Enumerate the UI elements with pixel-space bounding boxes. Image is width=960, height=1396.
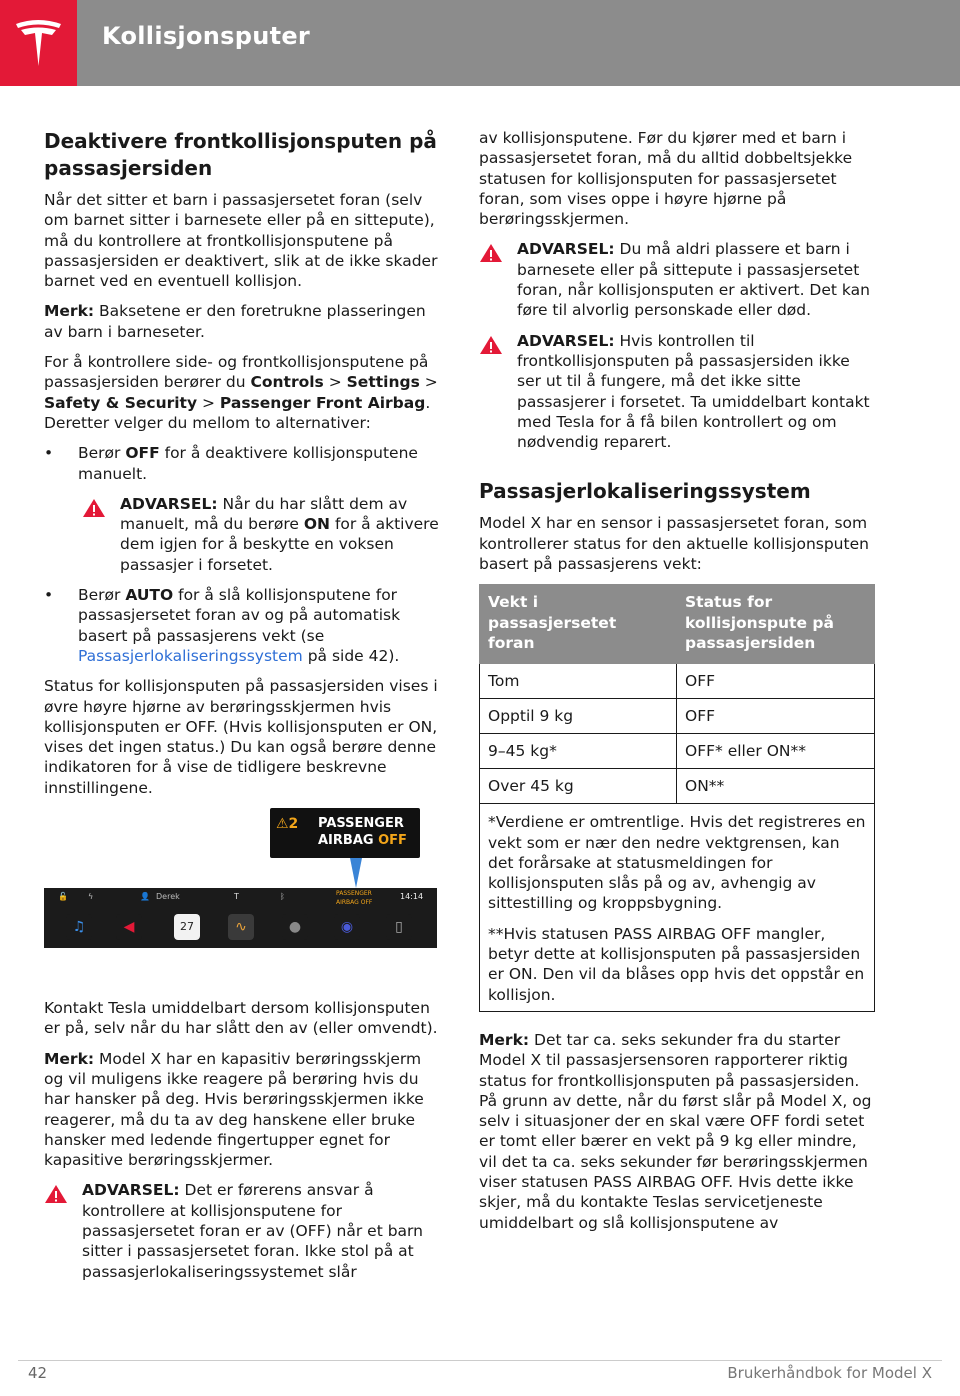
auto-label: AUTO <box>125 586 174 605</box>
warning-label: ADVARSEL: <box>82 1181 180 1200</box>
continued-paragraph: av kollisjonsputene. Før du kjører med et barn i passasjersetet foran, må du alltid dobbeltsjekke statusen for kollisjonsputen for passasjersetet foran, som vises oppe i høyre hjørne på berøringsskjermen. <box>479 129 853 229</box>
clock: 14:14 <box>400 892 424 902</box>
bullet-marker: • <box>44 444 54 463</box>
table-cell: OFF <box>677 699 875 734</box>
passenger-system-link[interactable]: Passasjerlokaliseringssystem <box>78 646 303 665</box>
navigation-icon[interactable]: ◀ <box>116 914 142 940</box>
occupant-intro: Model X har en sensor i passasjersetet foran, som kontrollerer status for den aktuelle kollisjonsputen basert på passasjerens vekt: <box>479 514 869 574</box>
status-paragraph: Status for kollisjonsputen på passasjersiden vises i øvre høyre hjørne av berøringsskjermen hvis kollisjonsputen er OFF. (Hvis kollisjonsputen er ON, vises det ingen status.) Du kan også berøre denne indikatoren for å vise de tidligere beskrevne innstillingene. <box>44 677 438 797</box>
warning-text: Når du har slått dem av manuelt, må du berøre <box>120 494 408 534</box>
table-footnote: **Hvis statusen PASS AIRBAG OFF mangler, betyr dette at kollisjonsputen på passasjersiden er ON. Den vil da blåses opp hvis det oppstår en kollisjon. <box>488 924 865 1004</box>
tesla-logo-icon <box>12 16 65 70</box>
table-notes <box>480 804 875 1012</box>
menu-controls: Controls <box>250 373 324 392</box>
energy-icon[interactable]: ∿ <box>228 914 254 940</box>
warning-text: for å aktivere dem igjen for å beskytte en voksen passasjer i forsetet. <box>120 515 439 574</box>
callout-pointer <box>350 858 362 888</box>
column-header-status: Status for kollisjonspute på passasjersiden <box>677 585 875 664</box>
touchscreen-statusbar <box>44 888 437 948</box>
warning-label: ADVARSEL: <box>517 240 615 259</box>
table-cell: Opptil 9 kg <box>480 699 677 734</box>
warning-child-seat <box>479 239 875 320</box>
warning-text: Du må aldri plassere et barn i barnesete eller på sittepute i passasjersetet foran, når kollisjonsputen er aktivert. Det kan føre til alvorlig personskade eller død. <box>517 240 870 320</box>
camera-icon[interactable]: ◉ <box>334 914 360 940</box>
section-heading-occupant-system: Passasjerlokaliseringssystem <box>479 479 811 504</box>
table-header-row <box>480 585 875 664</box>
touchscreen-illustration <box>44 808 440 984</box>
table-cell: Over 45 kg <box>480 769 677 804</box>
menu-path-intro: For å kontrollere side- og frontkollisjonsputene på passasjersiden berører du <box>44 353 429 392</box>
note-back-seats <box>44 301 440 342</box>
column-header-weight: Vekt i passasjersetet foran <box>480 585 677 664</box>
table-cell: 9–45 kg* <box>480 734 677 769</box>
menu-separator: > <box>323 373 347 392</box>
driver-icon: 👤 <box>140 892 150 902</box>
app-dock <box>44 914 437 944</box>
table-cell: Tom <box>480 664 677 699</box>
page-number: 42 <box>28 1364 48 1382</box>
note-six-seconds <box>479 1030 875 1233</box>
menu-passenger-front-airbag: Passenger Front Airbag <box>219 393 426 412</box>
bullet-auto <box>44 585 440 666</box>
table-row <box>480 699 875 734</box>
table-footnote: *Verdiene er omtrentlige. Hvis det registreres en vekt som er nær den nedre vektgrensen, kan det forårsake at statusmeldingen for kollisjonsputen slås på og av, avhengig av sittestilling og kroppsbygning. <box>488 813 866 913</box>
page-title: Kollisjonsputer <box>102 22 311 50</box>
airbag-status-callout <box>270 808 420 858</box>
bullet-text: Berør <box>78 586 126 605</box>
brand-logo-box <box>0 0 77 86</box>
section-heading-deactivate: Deaktivere frontkollisjonsputen på passasjersiden <box>44 129 437 180</box>
note-label: Merk: <box>479 1030 530 1049</box>
table-cell: OFF* eller ON** <box>677 734 875 769</box>
menu-safety-security: Safety & Security <box>44 393 198 412</box>
menu-separator: > <box>419 373 438 392</box>
driver-name: Derek <box>156 892 180 902</box>
tesla-mini-icon: T <box>234 892 239 902</box>
weight-status-table <box>479 584 875 1012</box>
left-column <box>44 128 440 1292</box>
status-row <box>44 888 437 906</box>
table-cell: OFF <box>677 664 875 699</box>
bullet-text: for å slå kollisjonsputene for passasjersetet foran av og på automatisk basert på passasjerens vekt (se <box>78 586 401 645</box>
right-column <box>479 128 875 1243</box>
warning-driver-responsibility <box>44 1180 440 1281</box>
web-icon[interactable]: ● <box>282 914 308 940</box>
table-row <box>480 734 875 769</box>
manual-name: Brukerhåndbok for Model X <box>727 1364 932 1382</box>
menu-path-paragraph <box>44 352 440 433</box>
warning-text: Det er førerens ansvar å kontrollere at kollisjonsputene for passasjersetet foran er av (OFF) når et barn sitter i passasjersetet foran. Ikke stol på at passasjerlokaliseringssystemet slår <box>82 1181 423 1281</box>
table-cell: ON** <box>677 769 875 804</box>
charge-icon: ϟ <box>88 892 94 902</box>
note-gloves <box>44 1049 440 1171</box>
off-label: OFF <box>125 444 160 463</box>
warning-triangle-icon <box>44 1184 68 1204</box>
on-label: ON <box>303 515 331 534</box>
callout-off: OFF <box>378 833 407 849</box>
note-label: Merk: <box>44 1049 95 1068</box>
warning-triangle-icon <box>479 335 503 355</box>
warning-control-failure <box>479 331 875 453</box>
bullet-text: Berør <box>78 444 126 463</box>
menu-path-outro: . Deretter velger du mellom to alternativer: <box>44 393 431 432</box>
warning-text: Hvis kontrollen til frontkollisjonsputen på passasjersiden ikke ser ut til å fungere, må det ikke sitte passasjerer i forsetet. Ta umiddelbart kontakt med Tesla for å få bilen kontrollert og om nødvendig reparert. <box>517 331 870 452</box>
warning-label: ADVARSEL: <box>517 331 615 350</box>
menu-settings: Settings <box>346 373 420 392</box>
note-label: Merk: <box>44 302 95 321</box>
table-row <box>480 769 875 804</box>
footer-divider <box>18 1360 942 1361</box>
callout-line2 <box>318 832 407 849</box>
bullet-off <box>44 443 440 484</box>
note-text: Det tar ca. seks sekunder fra du starter Model X til passasjersensoren rapporterer riktig status for frontkollisjonsputen på passasjersiden. På grunn av dette, når du først slår på Model X, og selv i situasjoner der en skal være OFF fordi setet er tomt eller bærer en vekt på 9 kg eller mindre, vil det ta ca. seks sekunder før berøringsskjermen viser statusen PASS AIRBAG OFF. Hvis dette ikke skjer, må du kontakte Teslas servicetjeneste umiddelbart og slå kollisjonsputene av <box>479 1030 872 1232</box>
warning-manual-off <box>82 494 440 575</box>
bullet-text: for å deaktivere kollisjonsputene manuelt. <box>78 444 418 483</box>
contact-paragraph: Kontakt Tesla umiddelbart dersom kollisjonsputen er på, selv når du har slått den av (eller omvendt). <box>44 999 438 1038</box>
callout-airbag: AIRBAG <box>318 833 379 849</box>
music-icon[interactable]: ♫ <box>66 914 92 940</box>
calendar-icon[interactable]: 27 <box>174 914 200 940</box>
table-row <box>480 664 875 699</box>
table-note-row <box>480 804 875 1012</box>
bluetooth-icon: ᛒ <box>280 892 285 902</box>
bullet-marker: • <box>44 586 54 605</box>
mini-airbag-status: PASSENGER AIRBAG OFF <box>336 890 373 907</box>
note-text: Baksetene er den foretrukne plasseringen av barn i barneseter. <box>44 302 426 341</box>
menu-separator: > <box>197 393 220 412</box>
lock-icon: 🔓 <box>58 892 68 902</box>
intro-paragraph: Når det sitter et barn i passasjersetet foran (selv om barnet sitter i barnesete eller på en sittepute), må du kontrollere at frontkollisjonsputene på passasjersiden er deaktivert, slik at de ikke skader barnet ved en eventuell kollisjon. <box>44 191 438 291</box>
note-text: Model X har en kapasitiv berøringsskjerm og vil muligens ikke reagere på berøring hvis du har hansker på deg. Hvis berøringsskjermen ikke reagerer, må du ta av deg hanskene eller bruke hansker med ledende fingertupper egnet for kapasitive berøringsskjermer. <box>44 1049 424 1170</box>
warning-triangle-icon <box>82 498 106 518</box>
warning-label: ADVARSEL: <box>120 494 218 513</box>
page-header <box>0 0 960 86</box>
bullet-text: på side 42). <box>302 646 400 665</box>
callout-line1: PASSENGER <box>318 816 404 832</box>
callout-text <box>318 815 407 849</box>
airbag-off-icon: ⚠2 <box>276 816 299 833</box>
warning-triangle-icon <box>479 243 503 263</box>
phone-icon[interactable]: ▯ <box>386 914 412 940</box>
